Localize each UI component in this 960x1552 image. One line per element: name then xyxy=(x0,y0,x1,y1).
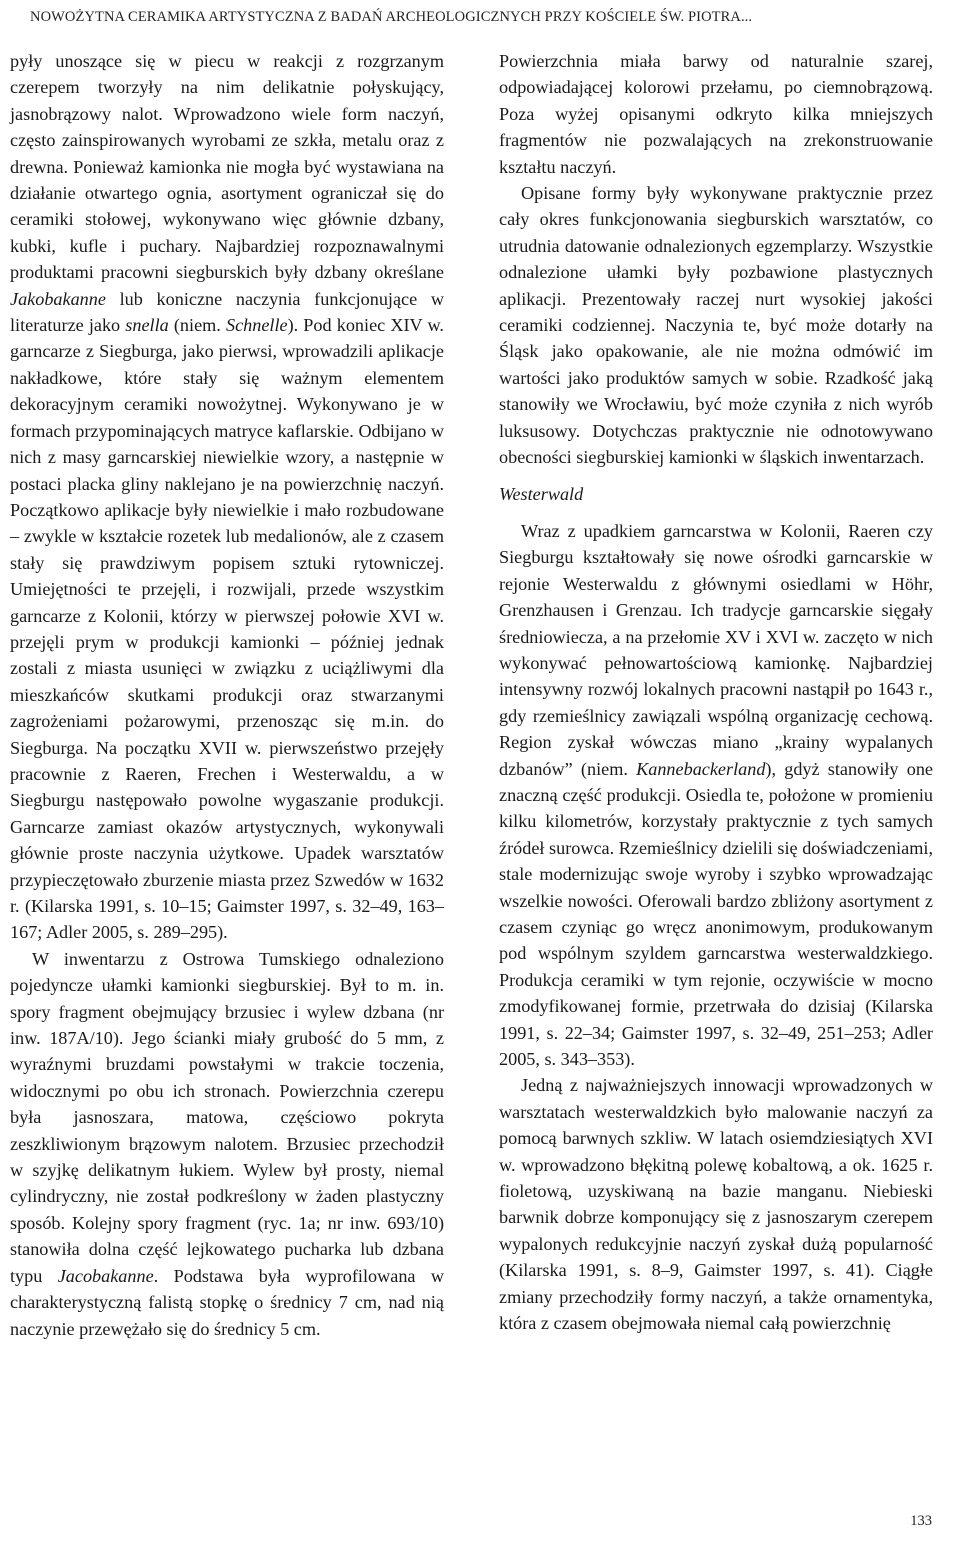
italic-term: Jacobakanne xyxy=(57,1265,154,1286)
running-header: NOWOŻYTNA CERAMIKA ARTYSTYCZNA Z BADAŃ ARCHEOLOGICZNYCH PRZY KOŚCIELE ŚW. PIOTRA... xyxy=(30,9,753,25)
paragraph-surface: Powierzchnia miała barwy od naturalnie szarej, odpowiadającej kolorowi przełamu, po ciemnobrązową. Poza wyżej opisanymi odkryto kilka mniejszych fragmentów nie pozwalających na zrekonstruowanie kształtu naczyń. xyxy=(499,51,933,177)
italic-term: Jakobakanne xyxy=(10,288,106,309)
text-run: W inwentarzu z Ostrowa Tumskiego odnaleziono pojedyncze ułamki kamionki siegburskiej. Był to m. in. spory fragment obejmujący brzusiec i wylew dzbana (nr inw. 187A/10). Jego ścianki miały grubość do 5 mm, z wyraźnymi bruzdami powstałymi w trakcie toczenia, widocznymi po obu ich stronach. Powierzchnia czerepu była jasnoszara, matowa, częściowo pokryta zeszkliwionym brązowym nalotem. Brzusiec przechodził w szyjkę delikatnym łukiem. Wylew był prosty, niemal cylindryczny, nie został podkreślony w żaden plastyczny sposób. Kolejny spory fragment (ryc. 1a; nr inw. 693/10) stanowiła dolna część lejkowatego pucharka lub dzbana typu xyxy=(10,948,444,1286)
paragraph-forms: Opisane formy były wykonywane praktycznie przez cały okres funkcjonowania siegburskich warsztatów, co utrudnia datowanie odnalezionych egzemplarzy. Wszystkie odnalezione ułamki były pozbawione plastycznych aplikacji. Prezentowały raczej nurt wysokiej jakości ceramiki codziennej. Naczynia te, być może dotarły na Śląsk jako opakowanie, ale nie można odmówić im wartości jako produktów samych w sobie. Rzadkość jaką stanowiły we Wrocławiu, być może czyniła z nich wyrób luksusowy. Dotychczas praktycznie nie odnotowywano obecności siegburskiej kamionki w śląskich inwentarzach. xyxy=(499,183,933,468)
left-column xyxy=(10,48,444,1342)
italic-term: Kannebackerland xyxy=(636,758,766,779)
text-run: pyły unoszące się w piecu w reakcji z rozgrzanym czerepem tworzyły na nim delikatnie połyskujący, jasnobrązowy nalot. Wprowadzono wiele form naczyń, często zainspirowanych wyrobami ze szkła, metalu oraz z drewna. Ponieważ kamionka nie mogła być wystawiana na działanie otwartego ognia, asortyment ograniczał się do ceramiki stołowej, wykonywano więc głównie dzbany, kubki, kufle i puchary. Najbardziej rozpoznawalnymi produktami pracowni siegburskich były dzbany określane xyxy=(10,51,444,283)
paragraph-continued xyxy=(10,48,444,946)
text-run: lub koniczne naczynia funkcjonujące w literaturze jako xyxy=(10,288,444,336)
section-heading: Westerwald xyxy=(499,483,584,504)
paragraph-westerwald xyxy=(499,518,933,1073)
text-run: Wraz z upadkiem garncarstwa w Kolonii, Raeren czy Siegburgu kształtowały się nowe ośrodki garncarskie w rejonie Westerwaldu z głównymi osiedlami w Höhr, Grenzhausen i Grenzau. Ich tradycje garncarskie sięgały średniowiecza, a na przełomie XV i XVI w. zaczęto w nich wykonywać pełnowartościową kamionkę. Najbardziej intensywny rozwój lokalnych pracowni nastąpił po 1643 r., gdy rzemieślnicy zawiązali wspólną organizację cechową. Region zyskał wówczas miano „krainy wypalanych dzbanów” (niem. xyxy=(499,520,933,779)
paragraph-inventory xyxy=(10,946,444,1342)
text-run: ), gdyż stanowiły one znaczną część produkcji. Osiedla te, położone w promieniu kilku kilometrów, korzystały praktycznie z tych samych źródeł surowca. Rzemieślnicy dzielili się doświadczeniami, stale modernizując swoje wyroby i szybko wprowadzając wszelkie nowości. Oferowali bardzo zbliżony asortyment z czasem czyniąc go wręcz anonimowym, produkowanym pod wspólnym szyldem garncarstwa westerwaldzkiego. Produkcja ceramiki w tym rejonie, oczywiście w mocno zmodyfikowanej formie, przetrwała do dzisiaj (Kilarska 1991, s. 22–34; Gaimster 1997, s. 32–49, 251–253; Adler 2005, s. 343–353). xyxy=(499,758,933,1070)
text-run: (niem. xyxy=(168,315,226,336)
page-number: 133 xyxy=(910,1513,932,1529)
italic-term: Schnelle xyxy=(225,315,288,336)
paragraph-glazes: Jedną z najważniejszych innowacji wprowadzonych w warsztatach westerwaldzkich było malowanie naczyń za pomocą barwnych szkliw. W latach osiemdziesiątych XVI w. wprowadzono błękitną polewę kobaltową, a ok. 1625 r. fioletową, uzyskiwaną na bazie manganu. Niebieski barwnik dobrze komponujący się z jasnoszarym czerepem wypalonych redukcyjnie naczyń zyskał dużą popularność (Kilarska 1991, s. 8–9, Gaimster 1997, s. 41). Ciągłe zmiany przechodziły formy naczyń, a także ornamentyka, która z czasem obejmowała niemal całą powierzchnię xyxy=(499,1075,933,1334)
text-run: . Podstawa była wyprofilowana w charakterystyczną falistą stopkę o średnicy 7 cm, nad nią naczynie przewężało się do średnicy 5 cm. xyxy=(10,1265,444,1339)
text-run: ). Pod koniec XIV w. garncarze z Siegburga, jako pierwsi, wprowadzili aplikacje nakładkowe, które stały się ważnym elementem dekoracyjnym ceramiki nowożytnej. Wykonywano je w formach przypominających matryce kaflarskie. Odbijano w nich z masy garncarskiej niewielkie wzory, a następnie w postaci placka gliny naklejano je na powierzchnię naczyń. Początkowo aplikacje były niewielkie i mało rozbudowane – zwykle w kształcie rozetek lub medalionów, ale z czasem stały się prawdziwym popisem sztuki rytowniczej. Umiejętności te przejęli, i rozwijali, przede wszystkim garncarze z Kolonii, którzy w pierwszej połowie XVI w. przejęli prym w produkcji kamionki – później jednak zostali z miasta usunięci w związku z uciążliwymi dla mieszkańców skutkami produkcji oraz stwarzanymi zagrożeniami pożarowymi, przenosząc się m.in. do Siegburga. Na początku XVII w. pierwszeństwo przejęły pracownie z Raeren, Frechen i Westerwaldu, a w Siegburgu następowało powolne wygaszanie produkcji. Garncarze zamiast okazów artystycznych, wykonywali głównie proste naczynia użytkowe. Upadek warsztatów przypieczętowało zburzenie miasta przez Szwedów w 1632 r. (Kilarska 1991, s. 10–15; Gaimster 1997, s. 32–49, 163–167; Adler 2005, s. 289–295). xyxy=(10,315,444,943)
italic-term: snella xyxy=(125,315,169,336)
right-column xyxy=(499,48,933,1337)
